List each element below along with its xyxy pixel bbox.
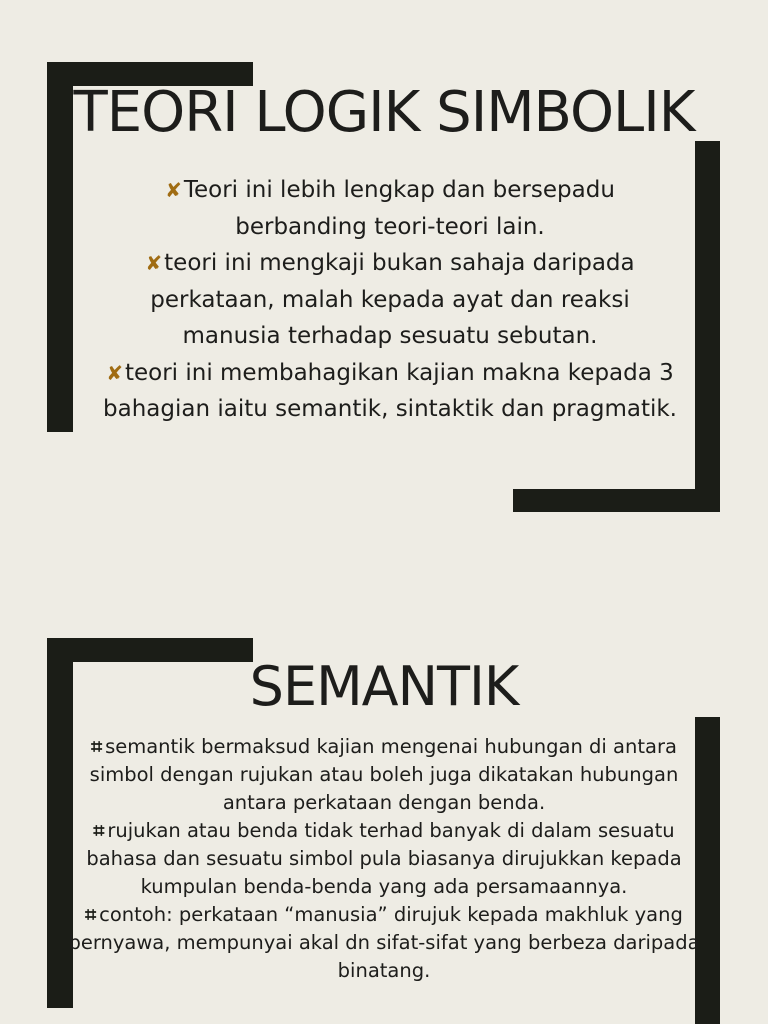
bullet-point: teori ini membahagikan kajian makna kepada 3 bahagian iaitu semantik, sintaktik dan pragmatik. [103,359,677,422]
x-mark-icon: ✘ [145,251,163,275]
hash-icon: ⌗ [91,735,103,758]
bullet-point: semantik bermaksud kajian mengenai hubungan di antara simbol dengan rujukan atau boleh juga dikatakan hubungan antara perkataan dengan benda. [89,735,679,814]
bullet-point: teori ini mengkaji bukan sahaja daripada perkataan, malah kepada ayat dan reaksi manusia terhadap sesuatu sebutan. [150,250,635,349]
slide-title: SEMANTIK [249,655,519,718]
bullet-point: rujukan atau benda tidak terhad banyak di dalam sesuatu bahasa dan sesuatu simbol pula biasanya dirujukkan kepada kumpulan benda-benda yang ada persamaannya. [86,819,682,898]
bullet-point: Teori ini lebih lengkap dan bersepadu berbanding teori-teori lain. [183,177,615,240]
slide-title: TEORI LOGIK SIMBOLIK [73,80,695,145]
hash-icon: ⌗ [93,819,105,842]
bullet-point: contoh: perkataan “manusia” dirujuk kepada makhluk yang bernyawa, mempunyai akal dn sifat-sifat yang berbeza daripada binatang. [68,903,700,982]
slide-body [60,733,708,985]
hash-icon: ⌗ [85,903,97,926]
x-mark-icon: ✘ [165,178,182,202]
x-mark-icon: ✘ [106,360,123,385]
